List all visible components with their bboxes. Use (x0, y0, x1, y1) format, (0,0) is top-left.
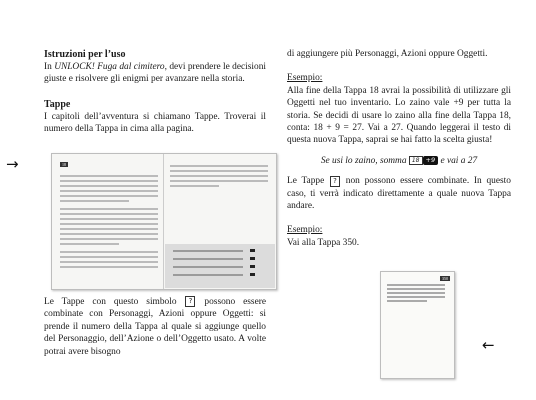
heading-instructions: Istruzioni per l’uso (44, 49, 126, 60)
intro-paragraph: In UNLOCK! Fuga dal cimitero, devi prendere le decisioni giuste e risolvere gli enigmi per avanzare nella storia. (44, 62, 266, 85)
symbol-paragraph-block (44, 296, 266, 358)
left-column (44, 48, 266, 136)
tappe-paragraph: I capitoli dell’avventura si chiamano Tappe. Troverai il numero della Tappa in cima alla pagina. (44, 111, 266, 135)
arrow-left-icon: ← (482, 336, 495, 354)
game-title: UNLOCK! Fuga dal cimitero (54, 62, 165, 72)
stage-number-box: 18 (409, 156, 423, 165)
example-label: Esempio: (287, 73, 323, 84)
symbol-paragraph: Le Tappe con questo simbolo ? possono essere combinate con Personaggi, Azioni oppure Oggetti: si prende il numero della Tappa al quale si aggiunge quello del Personaggio, dell’Azione o dell’Oggetto usato. A volte potrai avere bisogno (44, 297, 267, 357)
no-combine-paragraph: Le Tappe ? non possono essere combinate. In questo caso, ti verrà indicato direttamente a quale nuova Tappa andare. (287, 176, 511, 212)
example2-paragraph: Vai alla Tappa 350. (287, 237, 360, 248)
right-column (287, 48, 511, 249)
page-illustration: 350 (380, 271, 455, 379)
question-box-icon-crossed: ? (330, 176, 340, 187)
continued-paragraph: di aggiungere più Personaggi, Azioni oppure Oggetti. (287, 49, 488, 59)
example2-label: Esempio: (287, 225, 323, 236)
italic-example-line: Se usi lo zaino, somma 18 +9 e vai a 27 (320, 155, 478, 166)
example-paragraph: Alla fine della Tappa 18 avrai la possibilità di utilizzare gli Oggetti nel tuo inventario. Lo zaino vale +9 per tutta la storia. Se decidi di usare lo zaino alla fine della Tappa 18, conta: 18 + 9 = 27. Vai a 27. Quando leggerai il testo di questa nuova Tappa, saprai se hai fatto la scelta giusta! (287, 85, 511, 146)
arrow-right-icon: → (6, 155, 19, 173)
backpack-badge: +9 (423, 156, 439, 165)
book-spread-illustration: 18 (51, 153, 277, 290)
heading-tappe: Tappe (44, 98, 71, 110)
question-box-icon: ? (185, 296, 195, 307)
